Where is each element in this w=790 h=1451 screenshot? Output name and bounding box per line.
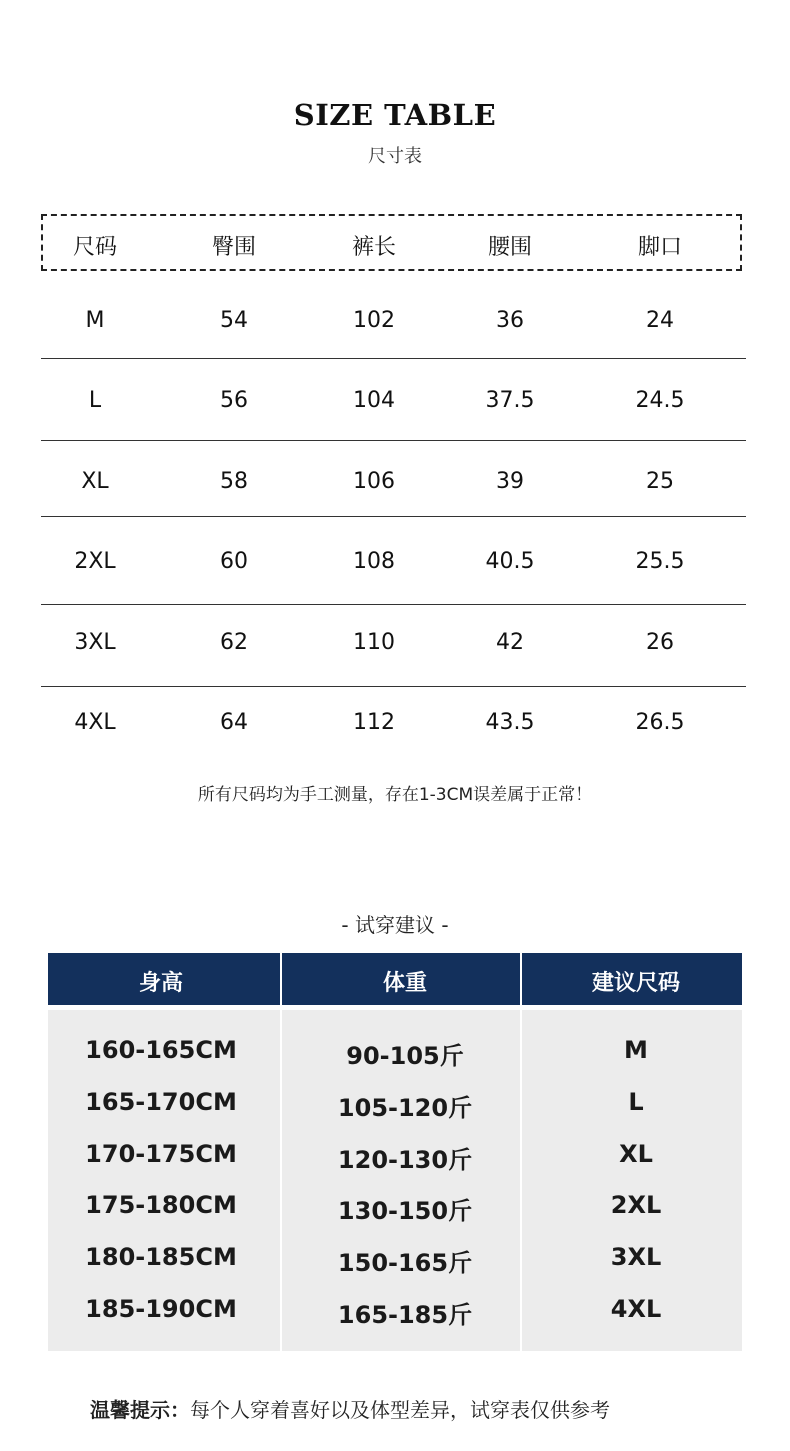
size-table-cell: 54 — [220, 308, 248, 333]
size-table-cell: 40.5 — [485, 549, 535, 574]
fit-table-cell: 120-130斤 — [337, 1146, 473, 1174]
fit-table-cell: 105-120斤 — [337, 1094, 473, 1122]
row-divider — [41, 686, 746, 687]
size-header-cell: 尺码 — [72, 235, 118, 260]
fit-header-cell: 体重 — [382, 971, 428, 996]
fit-column-separator — [280, 953, 282, 1351]
tip-line — [90, 1394, 610, 1423]
fit-column-separator — [520, 953, 522, 1351]
size-table-cell: 58 — [220, 469, 248, 494]
tip-text: 每个人穿着喜好以及体型差异，试穿表仅供参考 — [190, 1398, 610, 1422]
fit-table-cell: 3XL — [610, 1243, 662, 1271]
fit-table-cell: 180-185CM — [85, 1243, 237, 1271]
fit-header-cell: 建议尺码 — [591, 971, 681, 996]
size-table-cell: 106 — [353, 469, 395, 494]
fit-table-cell: 150-165斤 — [337, 1249, 473, 1277]
size-table-cell: 4XL — [74, 710, 116, 735]
size-table-cell: 102 — [353, 308, 395, 333]
size-header-cell: 腰围 — [487, 235, 533, 260]
row-divider — [41, 358, 746, 359]
fit-table-cell: 170-175CM — [85, 1140, 237, 1168]
fit-header-cell: 身高 — [138, 971, 184, 996]
size-table-cell: 39 — [496, 469, 524, 494]
size-table-cell: M — [85, 308, 105, 333]
size-table-cell: 62 — [220, 630, 248, 655]
size-table-cell: 26.5 — [635, 710, 685, 735]
size-table-cell: 25.5 — [635, 549, 685, 574]
size-table-cell: 110 — [353, 630, 395, 655]
fit-table-cell: 175-180CM — [85, 1191, 237, 1219]
size-table-title: SIZE TABLE — [293, 98, 497, 132]
fit-table-cell: 160-165CM — [85, 1036, 237, 1064]
size-table-cell: 24.5 — [635, 388, 685, 413]
tip-label: 温馨提示： — [90, 1398, 190, 1422]
fit-table-cell: 130-150斤 — [337, 1197, 473, 1225]
row-divider — [41, 604, 746, 605]
measurement-note: 所有尺码均为手工测量，存在1-3CM误差属于正常！ — [197, 785, 593, 805]
size-table-cell: 36 — [496, 308, 524, 333]
size-table-cell: 64 — [220, 710, 248, 735]
size-table-cell: 56 — [220, 388, 248, 413]
size-table-cell: 3XL — [74, 630, 116, 655]
size-table-cell: 112 — [353, 710, 395, 735]
fit-table-cell: 185-190CM — [85, 1295, 237, 1323]
fit-table-cell: 165-170CM — [85, 1088, 237, 1116]
size-table-cell: 42 — [496, 630, 524, 655]
fit-header-gap — [48, 1005, 742, 1010]
size-table-cell: 43.5 — [485, 710, 535, 735]
size-table-cell: XL — [81, 469, 109, 494]
row-divider — [41, 516, 746, 517]
fit-table-cell: 4XL — [610, 1295, 662, 1323]
size-table-cell: 26 — [646, 630, 674, 655]
fit-table-cell: 165-185斤 — [337, 1301, 473, 1329]
fit-advice-title: - 试穿建议 - — [341, 913, 449, 937]
fit-table-cell: XL — [619, 1140, 653, 1168]
size-table-cell: 24 — [646, 308, 674, 333]
size-table-subtitle: 尺寸表 — [368, 146, 422, 167]
size-header-cell: 脚口 — [637, 235, 683, 260]
size-header-cell: 裤长 — [351, 235, 397, 260]
fit-table-cell: 90-105斤 — [346, 1042, 464, 1070]
size-table-cell: 2XL — [74, 549, 116, 574]
fit-table-cell: L — [628, 1088, 644, 1116]
size-table-cell: 104 — [353, 388, 395, 413]
size-table-cell: L — [88, 388, 102, 413]
size-table-cell: 25 — [646, 469, 674, 494]
size-table-cell: 60 — [220, 549, 248, 574]
row-divider — [41, 440, 746, 441]
size-table-cell: 108 — [353, 549, 395, 574]
fit-table-cell: M — [624, 1036, 648, 1064]
size-table-cell: 37.5 — [485, 388, 535, 413]
fit-table-cell: 2XL — [610, 1191, 662, 1219]
size-header-cell: 臀围 — [211, 235, 257, 260]
